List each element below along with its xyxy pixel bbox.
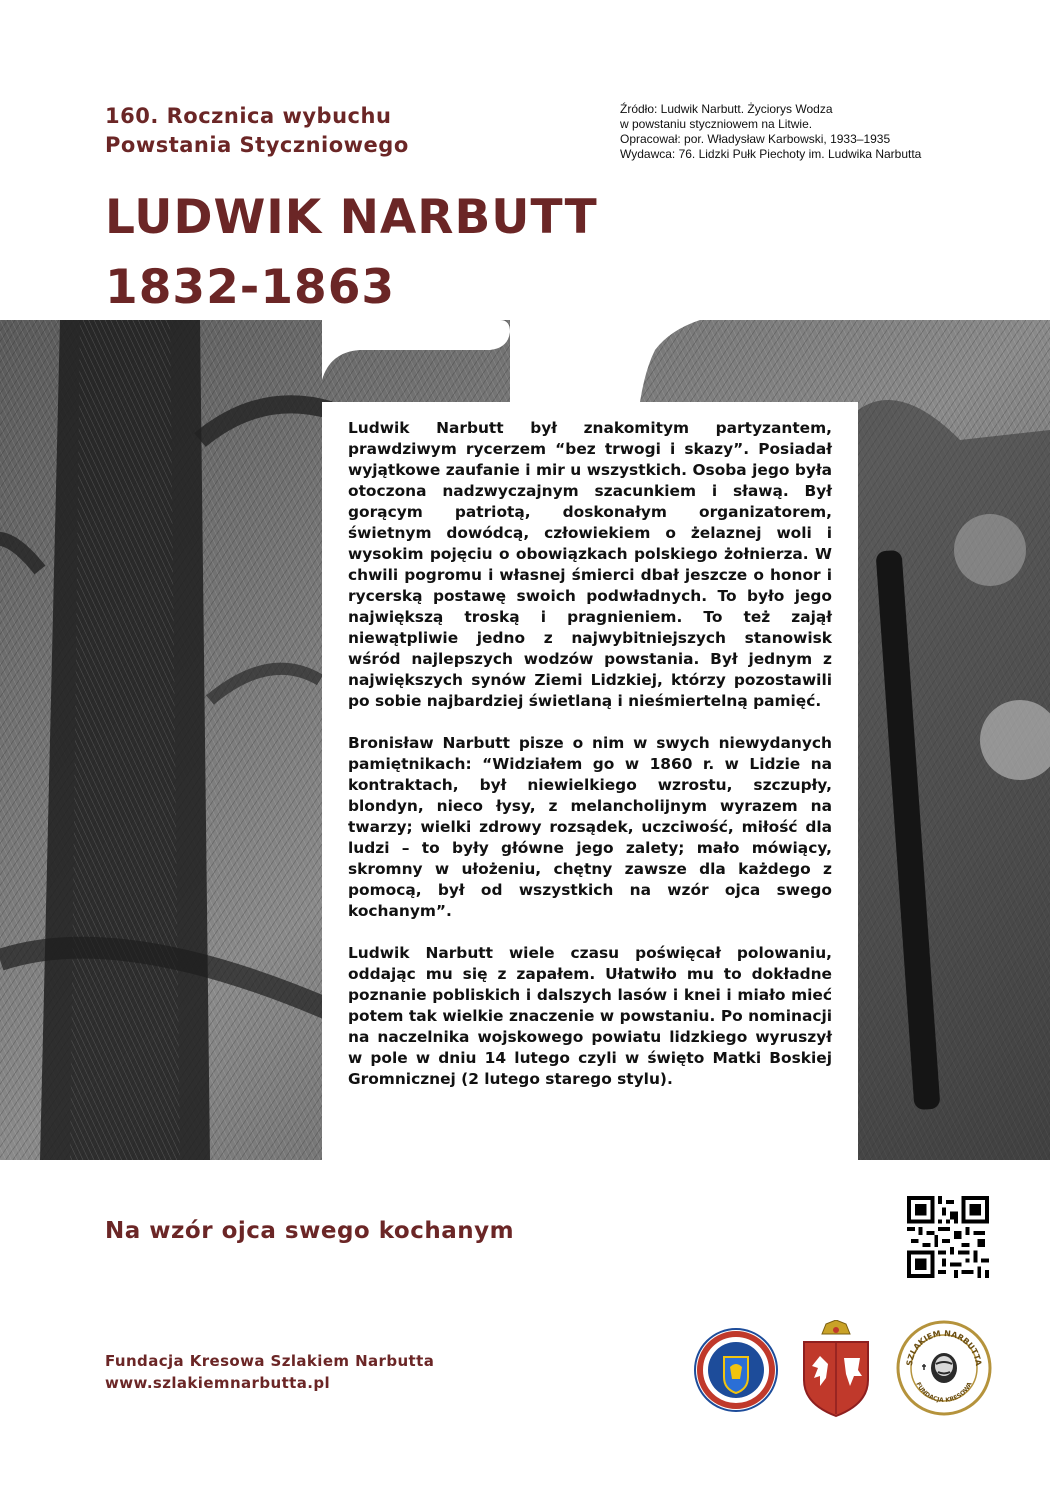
anniversary-line-2: Powstania Styczniowego bbox=[105, 133, 409, 157]
coat-of-arms-icon bbox=[800, 1320, 872, 1418]
anniversary-heading bbox=[105, 102, 585, 160]
page-title bbox=[105, 183, 745, 323]
anniversary-line-1: 160. Rocznica wybuchu bbox=[105, 104, 392, 128]
foundation-top-label: SZLAKIEM NARBUTTA bbox=[904, 1328, 984, 1367]
source-line: w powstaniu styczniowem na Litwie. bbox=[620, 117, 813, 131]
article-body bbox=[348, 418, 832, 1111]
title-years: 1832-1863 bbox=[105, 260, 396, 315]
foundation-badge-icon bbox=[896, 1320, 992, 1416]
footer-organization: Fundacja Kresowa Szlakiem Narbutta bbox=[105, 1352, 435, 1370]
footer bbox=[105, 1350, 605, 1394]
footer-website[interactable]: www.szlakiemnarbutta.pl bbox=[105, 1374, 331, 1392]
paragraph: Ludwik Narbutt był znakomitym partyzantem, prawdziwym rycerzem “bez trwogi i skazy”. Posiadał wyjątkowe zaufanie i mir u wszystkich. Osoba jego była otoczona nadzwyczajnym szacunkiem i sławą. Był gorącym patriotą, doskonałym organizatorem, świetnym dowódcą, człowiekiem o żelaznej woli i wysokim pojęciu o obowiązkach polskiego żołnierza. W chwili pogromu i własnej śmierci dbał jeszcze o honor i rycerską postawę swoich podwładnych. To było jego największą troską i pragnieniem. To też zajął niewątpliwie jedno z najwybitniejszych stanowisk wśród najlepszych wodzów powstania. Był jednym z największych synów Ziemi Lidzkiej, którzy pozostawili po sobie najbardziej świetlaną i nieśmiertelną pamięć. bbox=[348, 419, 832, 710]
source-line: Wydawca: 76. Lidzki Pułk Piechoty im. Ludwika Narbutta bbox=[620, 147, 922, 161]
society-emblem-icon bbox=[693, 1327, 779, 1413]
paragraph: Ludwik Narbutt wiele czasu poświęcał polowaniu, oddając mu się z zapałem. Ułatwiło mu to dokładne poznanie pobliskich i dalszych lasów i knei i miało mieć potem tak wielkie znaczenie w powstaniu. Po nominacji na naczelnika wojskowego powiatu lidzkiego wyruszył w pole w dniu 14 lutego czyli w święto Matki Boskiej Gromnicznej (2 lutego starego stylu). bbox=[348, 944, 832, 1088]
source-line: Źródło: Ludwik Narbutt. Życiorys Wodza bbox=[620, 102, 833, 116]
source-note bbox=[620, 102, 1020, 162]
motto: Na wzór ojca swego kochanym bbox=[105, 1218, 515, 1244]
foundation-bottom-label: FUNDACJA KRESOWA bbox=[914, 1381, 974, 1405]
title-name: LUDWIK NARBUTT bbox=[105, 190, 598, 245]
paragraph: Bronisław Narbutt pisze o nim w swych niewydanych pamiętnikach: “Widziałem go w 1860 r. w Lidzie na kontraktach, był niewielkiego wzrostu, szczupły, blondyn, nieco łysy, z melancholijnym wyrazem na twarzy; wielki zdrowy rozsądek, uczciwość, miłość dla ludzi – to były główne jego zalety; mało mówiący, skromny w ułożeniu, chętny zawsze dla każdego z pomocą, był od wszystkich na wzór ojca swego kochanym”. bbox=[348, 734, 832, 920]
qr-code-icon[interactable] bbox=[907, 1196, 989, 1278]
source-line: Opracował: por. Władysław Karbowski, 1933–1935 bbox=[620, 132, 891, 146]
